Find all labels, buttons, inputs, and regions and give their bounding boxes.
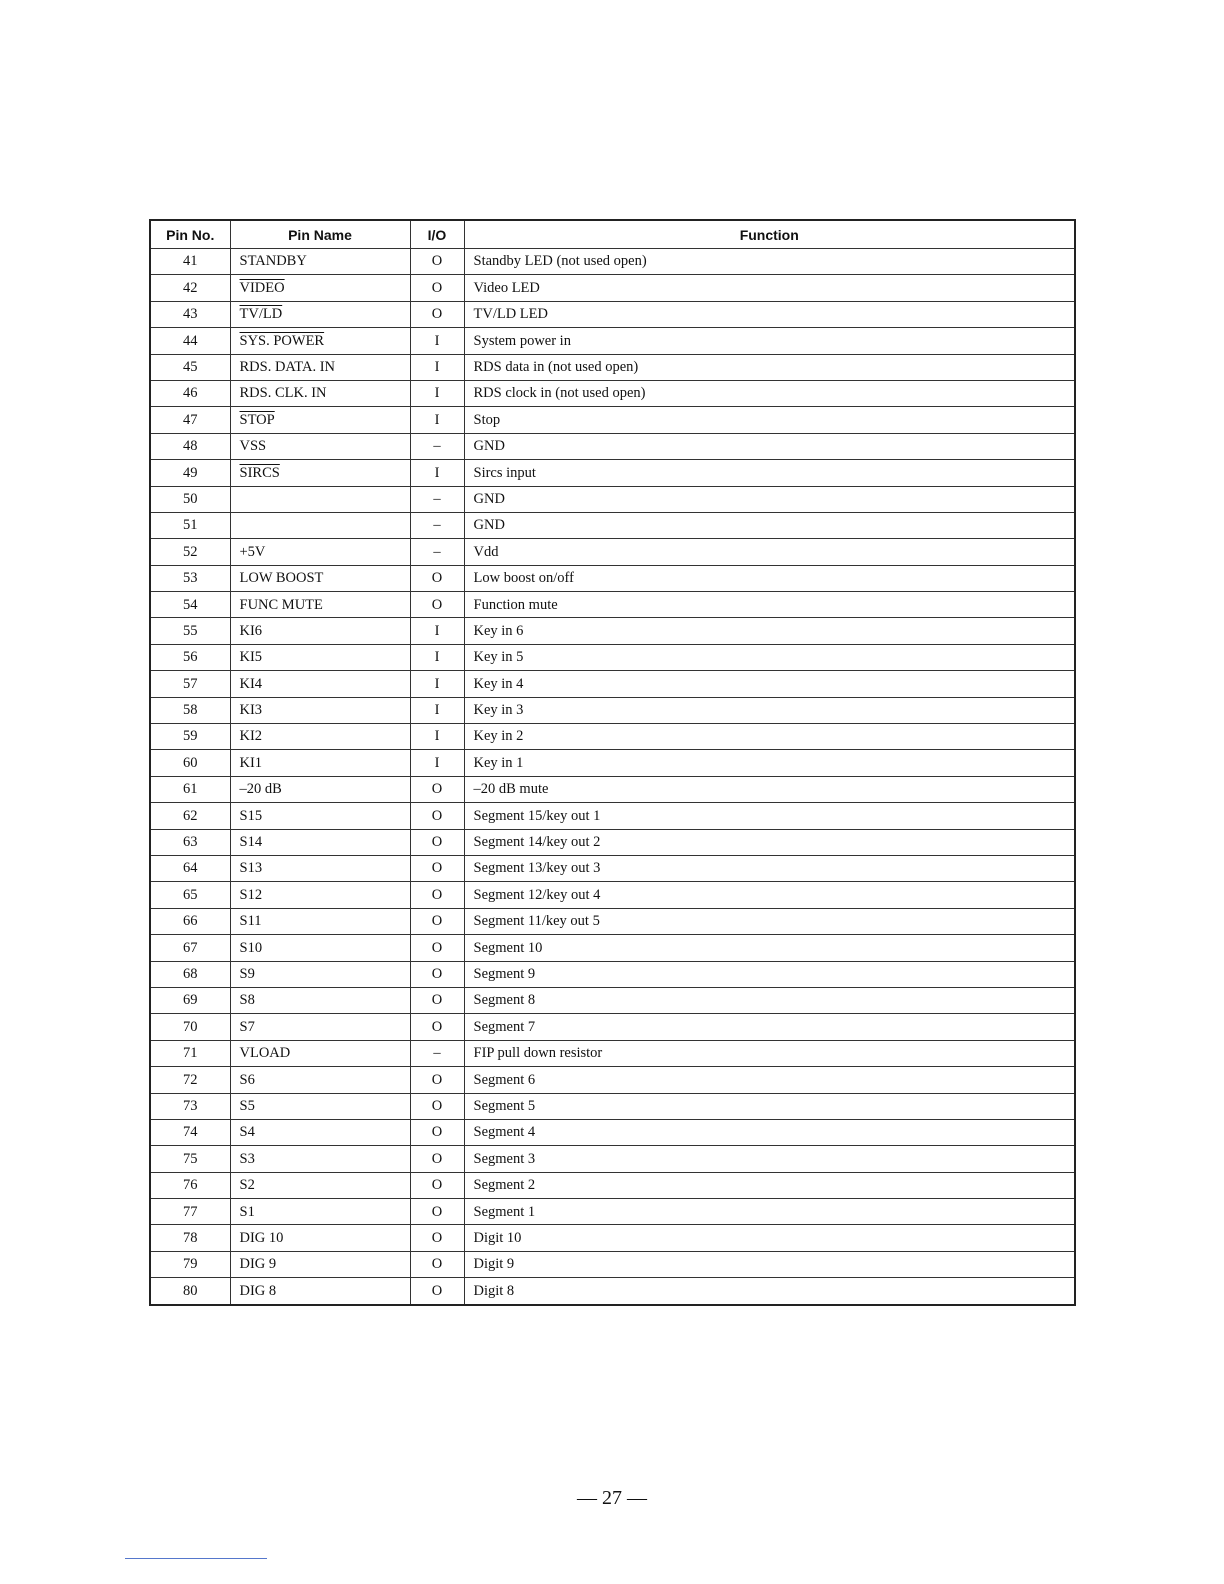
function-cell: Segment 13/key out 3 xyxy=(464,855,1075,881)
io-cell: O xyxy=(410,961,464,987)
header-pin-no: Pin No. xyxy=(150,220,230,249)
table-row xyxy=(150,380,1075,406)
table-row xyxy=(150,433,1075,459)
table-row xyxy=(150,935,1075,961)
pin-no-cell: 45 xyxy=(150,354,230,380)
function-cell: Segment 8 xyxy=(464,987,1075,1013)
function-cell: Segment 15/key out 1 xyxy=(464,803,1075,829)
pin-name-cell: S8 xyxy=(230,987,410,1013)
table-body xyxy=(150,249,1075,1305)
pin-no-cell: 51 xyxy=(150,512,230,538)
pin-no-cell: 52 xyxy=(150,539,230,565)
io-cell: O xyxy=(410,1278,464,1305)
io-cell: – xyxy=(410,539,464,565)
table-row xyxy=(150,275,1075,301)
active-low-pin-name: STOP xyxy=(239,411,275,428)
pin-no-cell: 42 xyxy=(150,275,230,301)
table-row xyxy=(150,644,1075,670)
io-cell: I xyxy=(410,750,464,776)
pin-no-cell: 73 xyxy=(150,1093,230,1119)
function-cell: Segment 3 xyxy=(464,1146,1075,1172)
table-row xyxy=(150,776,1075,802)
pin-no-cell: 41 xyxy=(150,249,230,275)
pin-no-cell: 48 xyxy=(150,433,230,459)
table-row xyxy=(150,512,1075,538)
pin-no-cell: 55 xyxy=(150,618,230,644)
table-row xyxy=(150,1172,1075,1198)
table-row xyxy=(150,1040,1075,1066)
table-row xyxy=(150,1251,1075,1277)
pin-no-cell: 50 xyxy=(150,486,230,512)
function-cell: FIP pull down resistor xyxy=(464,1040,1075,1066)
pin-no-cell: 61 xyxy=(150,776,230,802)
function-cell: Function mute xyxy=(464,592,1075,618)
pin-name-cell: LOW BOOST xyxy=(230,565,410,591)
table-row xyxy=(150,328,1075,354)
pin-no-cell: 67 xyxy=(150,935,230,961)
pin-no-cell: 80 xyxy=(150,1278,230,1305)
pin-name-cell xyxy=(230,328,410,354)
pin-no-cell: 72 xyxy=(150,1067,230,1093)
io-cell: O xyxy=(410,882,464,908)
pin-name-cell: S10 xyxy=(230,935,410,961)
io-cell: O xyxy=(410,908,464,934)
table-row xyxy=(150,882,1075,908)
pin-name-cell: STANDBY xyxy=(230,249,410,275)
pin-no-cell: 49 xyxy=(150,460,230,486)
pin-no-cell: 57 xyxy=(150,671,230,697)
table-row xyxy=(150,803,1075,829)
function-cell: Segment 14/key out 2 xyxy=(464,829,1075,855)
pin-no-cell: 65 xyxy=(150,882,230,908)
pin-name-cell: S6 xyxy=(230,1067,410,1093)
table-row xyxy=(150,592,1075,618)
pin-name-cell xyxy=(230,512,410,538)
pin-name-cell: KI4 xyxy=(230,671,410,697)
io-cell: O xyxy=(410,1014,464,1040)
page-number: — 27 — xyxy=(577,1487,647,1509)
function-cell: Segment 5 xyxy=(464,1093,1075,1119)
table-row xyxy=(150,671,1075,697)
table-row xyxy=(150,1067,1075,1093)
pin-name-cell: DIG 9 xyxy=(230,1251,410,1277)
table-row xyxy=(150,750,1075,776)
pin-no-cell: 64 xyxy=(150,855,230,881)
pin-no-cell: 56 xyxy=(150,644,230,670)
pin-name-cell: RDS. CLK. IN xyxy=(230,380,410,406)
table-row xyxy=(150,301,1075,327)
table-row xyxy=(150,249,1075,275)
table-header-row xyxy=(150,220,1075,249)
function-cell: Segment 1 xyxy=(464,1199,1075,1225)
pin-name-cell: KI5 xyxy=(230,644,410,670)
function-cell: GND xyxy=(464,512,1075,538)
io-cell: O xyxy=(410,776,464,802)
io-cell: O xyxy=(410,1199,464,1225)
io-cell: I xyxy=(410,644,464,670)
pin-name-cell xyxy=(230,275,410,301)
function-cell: Key in 4 xyxy=(464,671,1075,697)
pin-no-cell: 44 xyxy=(150,328,230,354)
pin-name-cell: S5 xyxy=(230,1093,410,1119)
table-row xyxy=(150,697,1075,723)
function-cell: Digit 8 xyxy=(464,1278,1075,1305)
header-pin-name: Pin Name xyxy=(230,220,410,249)
pin-no-cell: 78 xyxy=(150,1225,230,1251)
table-row xyxy=(150,1199,1075,1225)
io-cell: O xyxy=(410,829,464,855)
pin-no-cell: 71 xyxy=(150,1040,230,1066)
io-cell: – xyxy=(410,433,464,459)
io-cell: I xyxy=(410,618,464,644)
pin-name-cell: –20 dB xyxy=(230,776,410,802)
active-low-pin-name: TV/LD xyxy=(239,306,283,323)
table-row xyxy=(150,1119,1075,1145)
io-cell: O xyxy=(410,935,464,961)
function-cell: Key in 2 xyxy=(464,724,1075,750)
function-cell: GND xyxy=(464,486,1075,512)
function-cell: Segment 12/key out 4 xyxy=(464,882,1075,908)
table-row xyxy=(150,829,1075,855)
pin-name-cell xyxy=(230,301,410,327)
pin-name-cell: VLOAD xyxy=(230,1040,410,1066)
pin-no-cell: 66 xyxy=(150,908,230,934)
pin-no-cell: 54 xyxy=(150,592,230,618)
io-cell: O xyxy=(410,1172,464,1198)
function-cell: Segment 11/key out 5 xyxy=(464,908,1075,934)
pin-name-cell: S15 xyxy=(230,803,410,829)
pin-name-cell xyxy=(230,486,410,512)
pin-name-cell: S2 xyxy=(230,1172,410,1198)
function-cell: RDS data in (not used open) xyxy=(464,354,1075,380)
pin-no-cell: 43 xyxy=(150,301,230,327)
pin-name-cell: S3 xyxy=(230,1146,410,1172)
pin-no-cell: 58 xyxy=(150,697,230,723)
pin-no-cell: 62 xyxy=(150,803,230,829)
function-cell: –20 dB mute xyxy=(464,776,1075,802)
pin-name-cell: S11 xyxy=(230,908,410,934)
pin-no-cell: 53 xyxy=(150,565,230,591)
pin-no-cell: 77 xyxy=(150,1199,230,1225)
function-cell: Key in 5 xyxy=(464,644,1075,670)
io-cell: O xyxy=(410,1093,464,1119)
table-row xyxy=(150,407,1075,433)
pin-no-cell: 60 xyxy=(150,750,230,776)
header-function: Function xyxy=(464,220,1075,249)
table-row xyxy=(150,565,1075,591)
table-row xyxy=(150,354,1075,380)
pin-no-cell: 79 xyxy=(150,1251,230,1277)
function-cell: Digit 10 xyxy=(464,1225,1075,1251)
active-low-pin-name: VIDEO xyxy=(239,279,285,296)
io-cell: O xyxy=(410,592,464,618)
pin-name-cell: S9 xyxy=(230,961,410,987)
function-cell: Stop xyxy=(464,407,1075,433)
function-cell: Segment 2 xyxy=(464,1172,1075,1198)
pin-name-cell: VSS xyxy=(230,433,410,459)
io-cell: – xyxy=(410,512,464,538)
io-cell: O xyxy=(410,1119,464,1145)
function-cell: Segment 9 xyxy=(464,961,1075,987)
table-row xyxy=(150,908,1075,934)
header-io: I/O xyxy=(410,220,464,249)
active-low-pin-name: SIRCS xyxy=(239,464,280,481)
io-cell: O xyxy=(410,1251,464,1277)
pin-no-cell: 68 xyxy=(150,961,230,987)
pin-no-cell: 76 xyxy=(150,1172,230,1198)
pin-name-cell: DIG 8 xyxy=(230,1278,410,1305)
io-cell: O xyxy=(410,803,464,829)
pin-name-cell: DIG 10 xyxy=(230,1225,410,1251)
table-row xyxy=(150,855,1075,881)
io-cell: O xyxy=(410,1225,464,1251)
table-row xyxy=(150,460,1075,486)
function-cell: Low boost on/off xyxy=(464,565,1075,591)
io-cell: O xyxy=(410,987,464,1013)
table-row xyxy=(150,1093,1075,1119)
pin-no-cell: 69 xyxy=(150,987,230,1013)
function-cell: GND xyxy=(464,433,1075,459)
pin-name-cell: S12 xyxy=(230,882,410,908)
function-cell: Video LED xyxy=(464,275,1075,301)
function-cell: Standby LED (not used open) xyxy=(464,249,1075,275)
pin-name-cell: +5V xyxy=(230,539,410,565)
pin-name-cell: S13 xyxy=(230,855,410,881)
io-cell: O xyxy=(410,1146,464,1172)
function-cell: TV/LD LED xyxy=(464,301,1075,327)
io-cell: O xyxy=(410,249,464,275)
io-cell: I xyxy=(410,354,464,380)
io-cell: I xyxy=(410,671,464,697)
io-cell: I xyxy=(410,328,464,354)
pin-name-cell xyxy=(230,460,410,486)
function-cell: Key in 3 xyxy=(464,697,1075,723)
function-cell: Segment 6 xyxy=(464,1067,1075,1093)
pin-name-cell: S1 xyxy=(230,1199,410,1225)
io-cell: I xyxy=(410,460,464,486)
io-cell: O xyxy=(410,855,464,881)
function-cell: Segment 7 xyxy=(464,1014,1075,1040)
table-row xyxy=(150,961,1075,987)
function-cell: Vdd xyxy=(464,539,1075,565)
io-cell: O xyxy=(410,1067,464,1093)
pin-name-cell: S7 xyxy=(230,1014,410,1040)
io-cell: – xyxy=(410,1040,464,1066)
pin-function-table xyxy=(149,219,1076,1306)
pin-no-cell: 47 xyxy=(150,407,230,433)
pin-no-cell: 46 xyxy=(150,380,230,406)
pin-name-cell: KI2 xyxy=(230,724,410,750)
table-row xyxy=(150,618,1075,644)
table-row xyxy=(150,1278,1075,1305)
io-cell: O xyxy=(410,565,464,591)
footer-rule xyxy=(125,1558,267,1559)
pin-name-cell: KI1 xyxy=(230,750,410,776)
pin-name-cell: FUNC MUTE xyxy=(230,592,410,618)
function-cell: Segment 4 xyxy=(464,1119,1075,1145)
table-row xyxy=(150,987,1075,1013)
table-row xyxy=(150,1146,1075,1172)
pin-no-cell: 75 xyxy=(150,1146,230,1172)
function-cell: Digit 9 xyxy=(464,1251,1075,1277)
pin-name-cell: S14 xyxy=(230,829,410,855)
pin-name-cell: S4 xyxy=(230,1119,410,1145)
function-cell: Sircs input xyxy=(464,460,1075,486)
function-cell: Segment 10 xyxy=(464,935,1075,961)
table-row xyxy=(150,1225,1075,1251)
pin-name-cell xyxy=(230,407,410,433)
io-cell: I xyxy=(410,380,464,406)
table-row xyxy=(150,1014,1075,1040)
io-cell: I xyxy=(410,407,464,433)
function-cell: Key in 6 xyxy=(464,618,1075,644)
table-row xyxy=(150,486,1075,512)
pin-no-cell: 59 xyxy=(150,724,230,750)
pin-no-cell: 70 xyxy=(150,1014,230,1040)
io-cell: I xyxy=(410,697,464,723)
function-cell: Key in 1 xyxy=(464,750,1075,776)
io-cell: O xyxy=(410,275,464,301)
io-cell: – xyxy=(410,486,464,512)
function-cell: RDS clock in (not used open) xyxy=(464,380,1075,406)
table-row xyxy=(150,539,1075,565)
pin-no-cell: 74 xyxy=(150,1119,230,1145)
pin-name-cell: KI3 xyxy=(230,697,410,723)
io-cell: I xyxy=(410,724,464,750)
function-cell: System power in xyxy=(464,328,1075,354)
io-cell: O xyxy=(410,301,464,327)
pin-name-cell: RDS. DATA. IN xyxy=(230,354,410,380)
active-low-pin-name: SYS. POWER xyxy=(239,332,325,349)
pin-name-cell: KI6 xyxy=(230,618,410,644)
table-row xyxy=(150,724,1075,750)
pin-no-cell: 63 xyxy=(150,829,230,855)
